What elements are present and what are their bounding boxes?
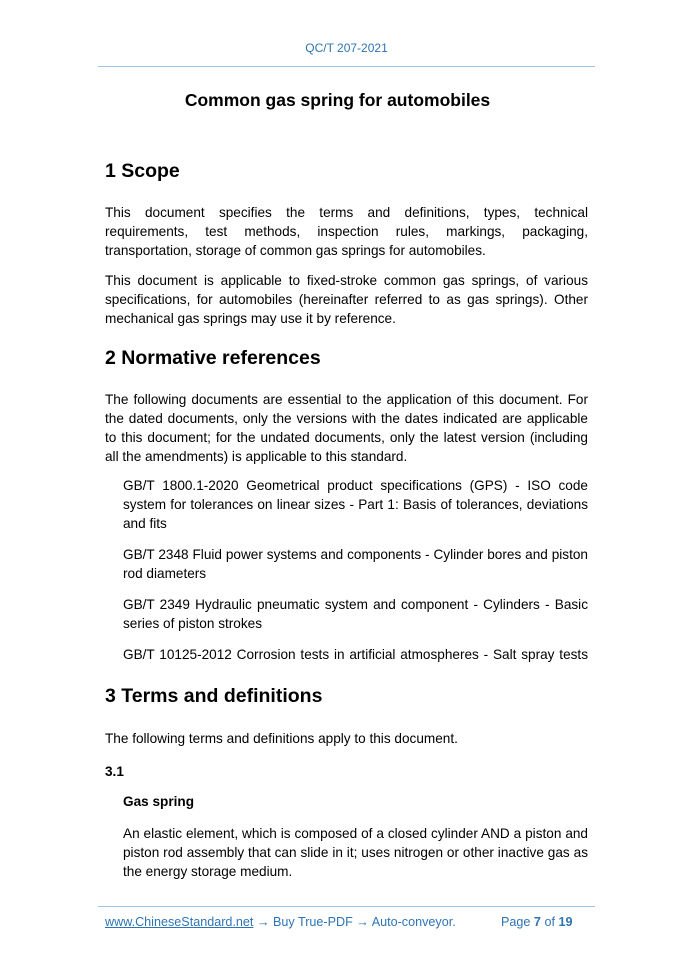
page-of: of [544, 915, 555, 929]
term-definition: An elastic element, which is composed of a closed cylinder AND a piston and piston rod assembly that can slide in it; uses nitrogen or other inactive gas as the energy storage medium. [123, 826, 588, 879]
terms-intro: The following terms and definitions apply to this document. [105, 731, 458, 746]
page-number [501, 915, 572, 929]
reference-item: GB/T 2349 Hydraulic pneumatic system and component - Cylinders - Basic series of piston strokes [123, 597, 588, 631]
scope-paragraph-1: This document specifies the terms and definitions, types, technical requirements, test methods, inspection rules, markings, packaging, transportation, storage of common gas springs for automobiles. [105, 205, 588, 258]
section-1-heading: 1 Scope [105, 160, 180, 182]
footer-tagline: → Buy True-PDF → Auto-conveyor. [253, 915, 456, 929]
clause-number: 3.1 [105, 764, 124, 779]
website-link[interactable]: www.ChineseStandard.net [105, 915, 254, 929]
reference-item: GB/T 10125-2012 Corrosion tests in artificial atmospheres - Salt spray tests [123, 647, 588, 662]
section-2-heading: 2 Normative references [105, 347, 321, 369]
page-current: 7 [533, 915, 541, 929]
page-total: 19 [558, 915, 573, 929]
footer-promo [105, 915, 456, 929]
document-title: Common gas spring for automobiles [184, 90, 491, 110]
page-label: Page [501, 915, 531, 929]
header-doc-code: QC/T 207-2021 [305, 41, 388, 55]
header-divider [98, 66, 595, 67]
reference-item: GB/T 2348 Fluid power systems and components - Cylinder bores and piston rod diameters [123, 547, 588, 581]
footer-divider [98, 906, 595, 907]
reference-item: GB/T 1800.1-2020 Geometrical product specifications (GPS) - ISO code system for tolerances on linear sizes - Part 1: Basis of tolerances, deviations and fits [123, 478, 588, 531]
scope-paragraph-2: This document is applicable to fixed-stroke common gas springs, of various specifications, for automobiles (hereinafter referred to as gas springs). Other mechanical gas springs may use it by reference. [105, 273, 588, 326]
references-intro: The following documents are essential to the application of this document. For the dated documents, only the versions with the dates indicated are applicable to this document; for the undated documents, only the latest version (including all the amendments) is applicable to this standard. [105, 392, 588, 464]
section-3-heading: 3 Terms and definitions [105, 685, 323, 707]
term-name: Gas spring [123, 794, 195, 809]
